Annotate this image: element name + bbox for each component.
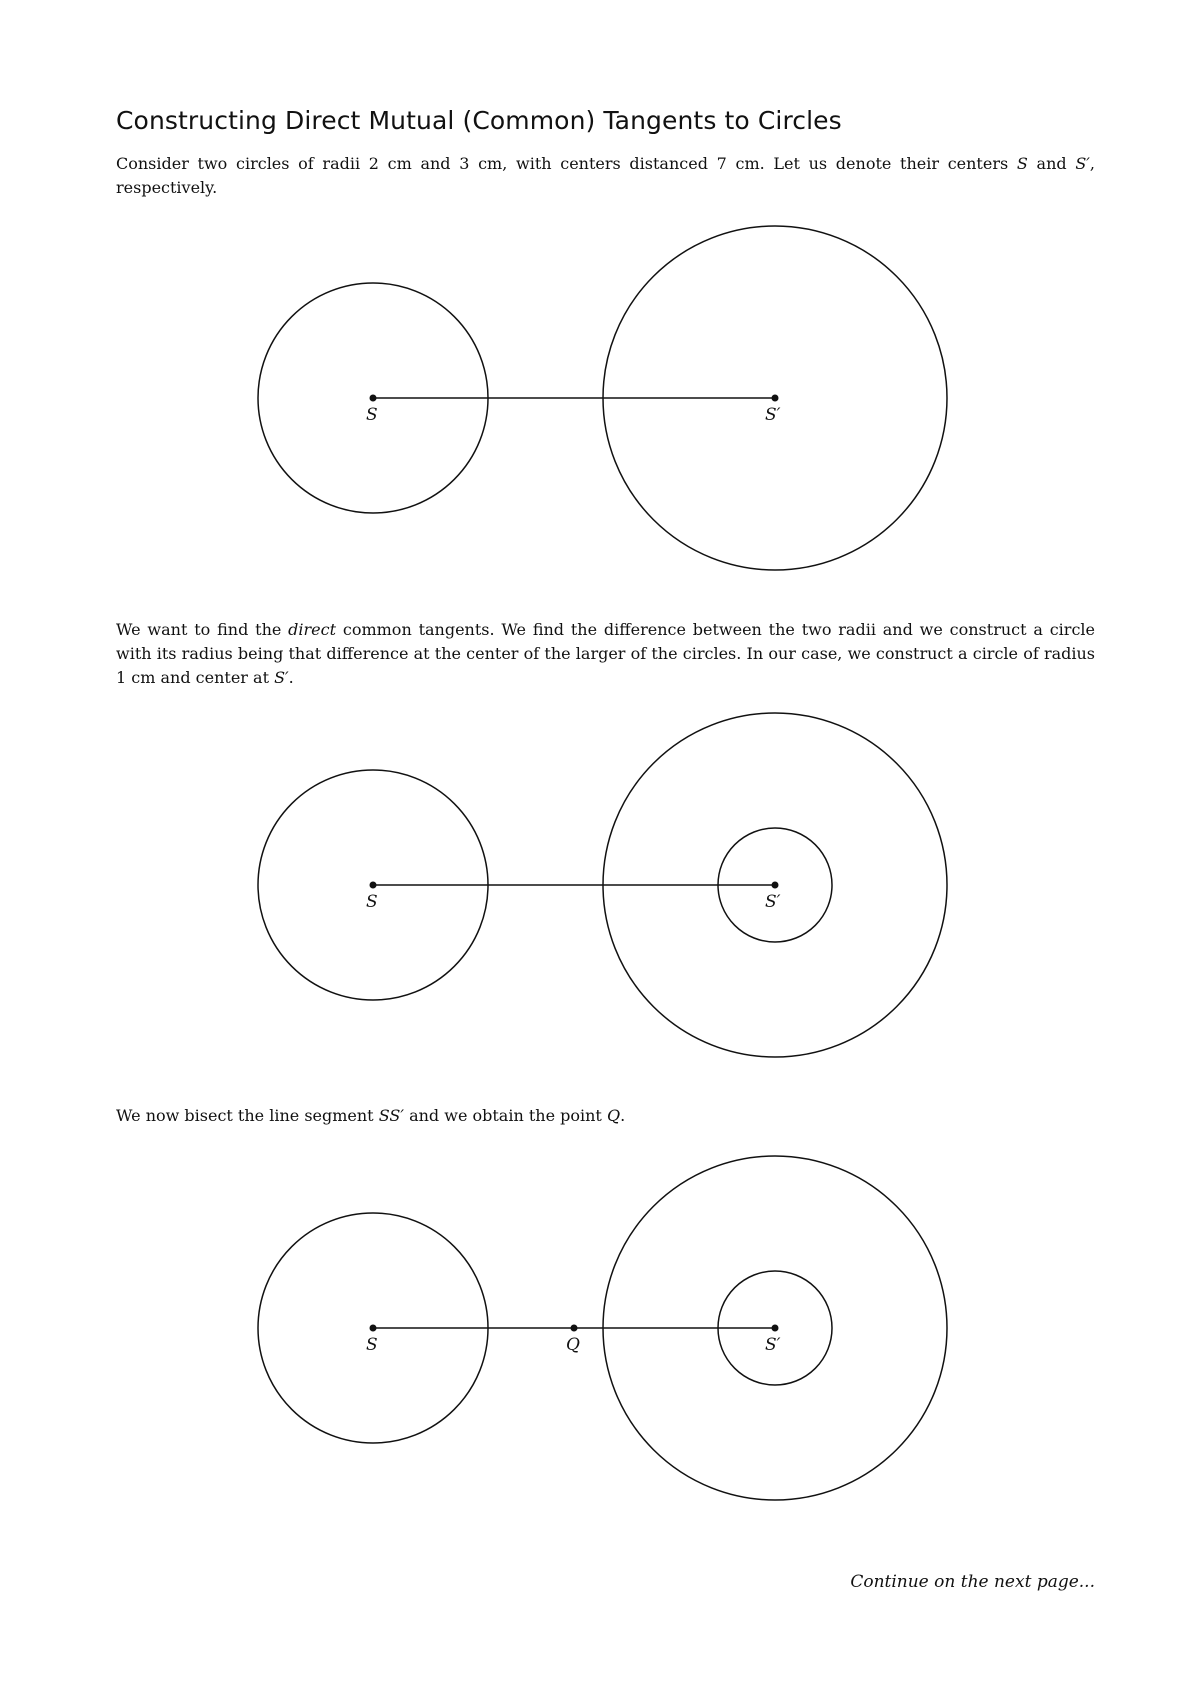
label-s: S (366, 1335, 378, 1355)
figure-3-midpoint-q (0, 1148, 1200, 1513)
label-s-prime: S′ (765, 405, 781, 425)
emphasis-direct: direct (288, 620, 337, 639)
label-s: S (366, 405, 378, 425)
center-s-point (370, 1325, 377, 1332)
math-ss-prime: SS′ (378, 1106, 404, 1125)
math-s: S (1016, 154, 1028, 173)
page-title: Constructing Direct Mutual (Common) Tangents to Circles (116, 106, 842, 135)
label-s: S (366, 892, 378, 912)
center-s-point (370, 395, 377, 402)
center-s-prime-point (772, 1325, 779, 1332)
center-s-prime-point (772, 395, 779, 402)
figure-1-two-circles (0, 220, 1200, 580)
label-s-prime: S′ (765, 892, 781, 912)
math-s-prime: S′ (274, 668, 289, 687)
center-s-point (370, 882, 377, 889)
label-q: Q (566, 1335, 580, 1355)
figure-2-difference-circle (0, 705, 1200, 1065)
label-s-prime: S′ (765, 1335, 781, 1355)
continue-note: Continue on the next page... (850, 1572, 1095, 1592)
midpoint-q-point (571, 1325, 578, 1332)
direct-tangents-paragraph: We want to find the direct common tangents. We find the difference between the two radii and we construct a circle with its radius being that difference at the center of the larger of the circles. In our case, we construct a circle of radius 1 cm and center at S′. (116, 620, 1095, 687)
bisect-paragraph: We now bisect the line segment SS′ and we obtain the point Q. (116, 1106, 626, 1125)
intro-paragraph: Consider two circles of radii 2 cm and 3 cm, with centers distanced 7 cm. Let us denote their centers S and S′, respectively. (116, 154, 1095, 197)
center-s-prime-point (772, 882, 779, 889)
math-q: Q (606, 1106, 621, 1125)
math-s-prime: S′ (1075, 154, 1090, 173)
